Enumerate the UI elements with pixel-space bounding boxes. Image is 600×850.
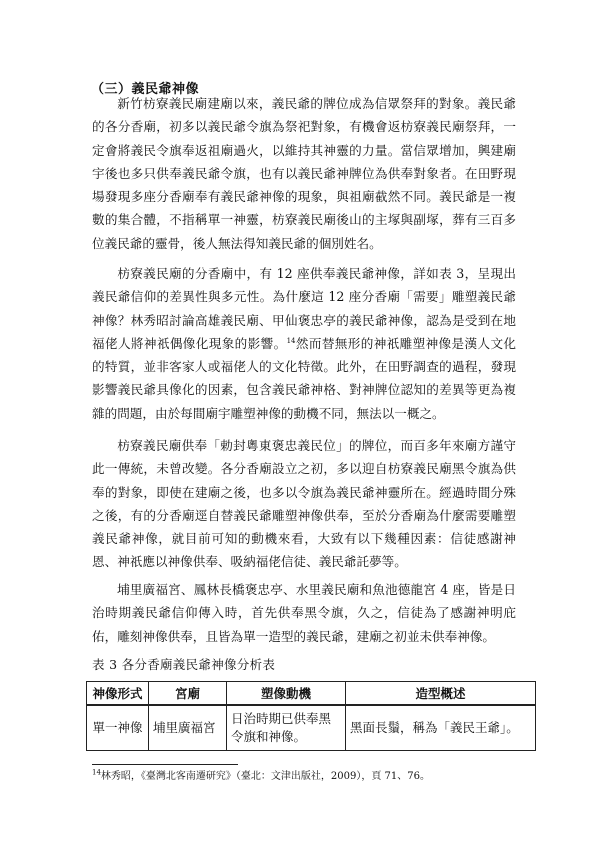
table-caption: 表 3 各分香廟義民爺神像分析表 bbox=[92, 657, 276, 672]
paragraph-2-text-b: 然而替無形的神祇雕塑神像是漢人文化的特質，並非客家人或福佬人的文化特徵。此外，在田野調查的過程，發現影響義民爺具像化的因素，包含義民爺神格、對神牌位認知的差異等更為複雜的問題，由於每間廟宇雕塑神像的動機不同，無法以一概之。 bbox=[92, 335, 517, 421]
header-temple: 宮廟 bbox=[149, 682, 227, 706]
footnote-ref-14[interactable]: 14 bbox=[286, 336, 296, 345]
cell-statue-form: 單一神像 bbox=[87, 705, 149, 751]
footnote-14 bbox=[92, 767, 430, 782]
table-header-row bbox=[87, 682, 536, 706]
paragraph-3 bbox=[92, 434, 516, 574]
cell-style: 黑面長鬚，稱為「義民王爺」。 bbox=[346, 705, 536, 751]
footnote-text: 林秀昭，《臺灣北客南遷研究》（臺北：文津出版社，2009），頁 71、76。 bbox=[100, 771, 430, 782]
table-row bbox=[87, 705, 536, 751]
header-style: 造型概述 bbox=[346, 682, 536, 706]
footnote-number: 14 bbox=[92, 768, 101, 777]
paragraph-1-text: 新竹枋寮義民廟建廟以來，義民爺的牌位成為信眾祭拜的對象。義民爺的各分香廟，初多以義民爺令旗為祭祀對象，有機會返枋寮義民廟祭拜，一定會將義民令旗奉返祖廟過火，以維持其神靈的力量。當信眾增加，興建廟宇後也多只供奉義民爺令旗，也有以義民爺神牌位為供奉對象者。在田野現場發現多座分香廟奉有義民爺神像的現象，與祖廟截然不同。義民爺是一複數的集合體，不指稱單一神靈，枋寮義民廟後山的主塚與副塚，葬有三百多位義民爺的靈骨，後人無法得知義民爺的個別姓名。 bbox=[92, 96, 516, 251]
paragraph-1 bbox=[92, 92, 516, 255]
header-motive: 塑像動機 bbox=[227, 682, 346, 706]
paragraph-2-text-a: 枋寮義民廟的分香廟中，有 12 座供奉義民爺神像，詳如表 3，呈現出義民爺信仰的差異性與多元性。為什麼這 12 座分香廟「需要」雕塑義民爺神像？林秀昭討論高雄義民廟、甲仙褒忠亭的義民爺神像，認為是受到在地福佬人將神祇偶像化現象的影響。 bbox=[92, 266, 516, 351]
section-heading: （三）義民爺神像 bbox=[91, 82, 200, 97]
paragraph-4 bbox=[92, 578, 516, 648]
cell-temple: 埔里廣福宮 bbox=[149, 705, 227, 751]
cell-motive: 日治時期已供奉黑令旗和神像。 bbox=[227, 705, 346, 751]
header-statue-form: 神像形式 bbox=[87, 682, 149, 706]
footnote-divider bbox=[92, 764, 238, 765]
paragraph-4-text: 埔里廣福宮、鳳林長橋褒忠亭、水里義民廟和魚池德龍宮 4 座，皆是日治時期義民爺信仰傳入時，首先供奉黑令旗，久之，信徒為了感謝神明庇佑，雕刻神像供奉，且皆為單一造型的義民爺，建廟之初並未供奉神像。 bbox=[92, 582, 516, 644]
statue-analysis-table bbox=[86, 681, 536, 751]
paragraph-3-text: 枋寮義民廟供奉「勅封粵東褒忠義民位」的牌位，而百多年來廟方謹守此一傳統，未曾改變。各分香廟設立之初，多以迎自枋寮義民廟黑令旗為供奉的對象，即使在建廟之後，也多以令旗為義民爺神靈所在。經過時間分殊之後，有的分香廟逕自替義民爺雕塑神像供奉，至於分香廟為什麼需要雕塑義民爺神像，就目前可知的動機來看，大致有以下幾種因素：信徒感謝神恩、神祇應以神像供奉、吸納福佬信徒、義民爺託夢等。 bbox=[92, 438, 516, 570]
paragraph-2 bbox=[92, 262, 516, 425]
